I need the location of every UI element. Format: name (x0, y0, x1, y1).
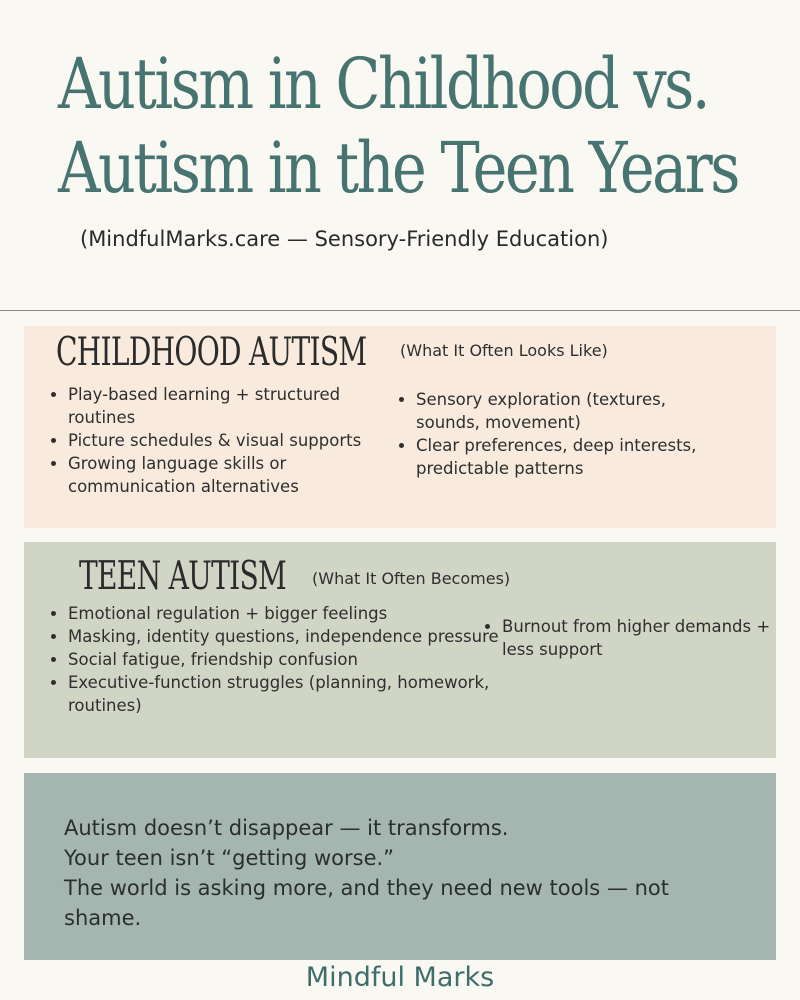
page-title (58, 42, 738, 210)
quote-line-3: The world is asking more, and they need new tools — not shame. (64, 876, 669, 930)
page-subtitle: (MindfulMarks.care — Sensory-Friendly Education) (80, 227, 609, 251)
childhood-panel (24, 326, 776, 528)
list-item: • Emotional regulation + bigger feelings (68, 602, 500, 625)
header-divider (0, 310, 800, 311)
childhood-title: CHILDHOOD AUTISM (56, 330, 367, 375)
list-item: • Burnout from higher demands + less support (502, 615, 780, 661)
title-line-2: Autism in the Teen Years (58, 127, 738, 209)
list-item: • Play-based learning + structured routines (68, 383, 386, 429)
childhood-right-list (396, 388, 716, 480)
list-item: • Masking, identity questions, independence pressure (68, 625, 500, 648)
childhood-left-list (48, 383, 386, 498)
list-item: • Picture schedules & visual supports (68, 429, 386, 452)
title-line-1: Autism in Childhood vs. (58, 43, 709, 125)
list-item: • Growing language skills or communication alternatives (68, 452, 386, 498)
closing-quote-panel (24, 773, 776, 960)
childhood-subtitle: (What It Often Looks Like) (400, 341, 608, 360)
quote-line-1: Autism doesn’t disappear — it transforms. (64, 816, 509, 840)
quote-line-2: Your teen isn’t “getting worse.” (64, 846, 395, 870)
teen-left-list (48, 602, 500, 717)
closing-quote (64, 813, 724, 933)
list-item: • Clear preferences, deep interests, predictable patterns (416, 434, 716, 480)
teen-right-list (482, 615, 780, 661)
teen-panel (24, 542, 776, 758)
list-item: • Sensory exploration (textures, sounds, movement) (416, 388, 716, 434)
teen-title: TEEN AUTISM (79, 554, 287, 599)
list-item: • Social fatigue, friendship confusion (68, 648, 500, 671)
footer-brand: Mindful Marks (305, 962, 495, 993)
teen-subtitle: (What It Often Becomes) (312, 569, 511, 588)
list-item: • Executive-function struggles (planning, homework, routines) (68, 671, 500, 717)
